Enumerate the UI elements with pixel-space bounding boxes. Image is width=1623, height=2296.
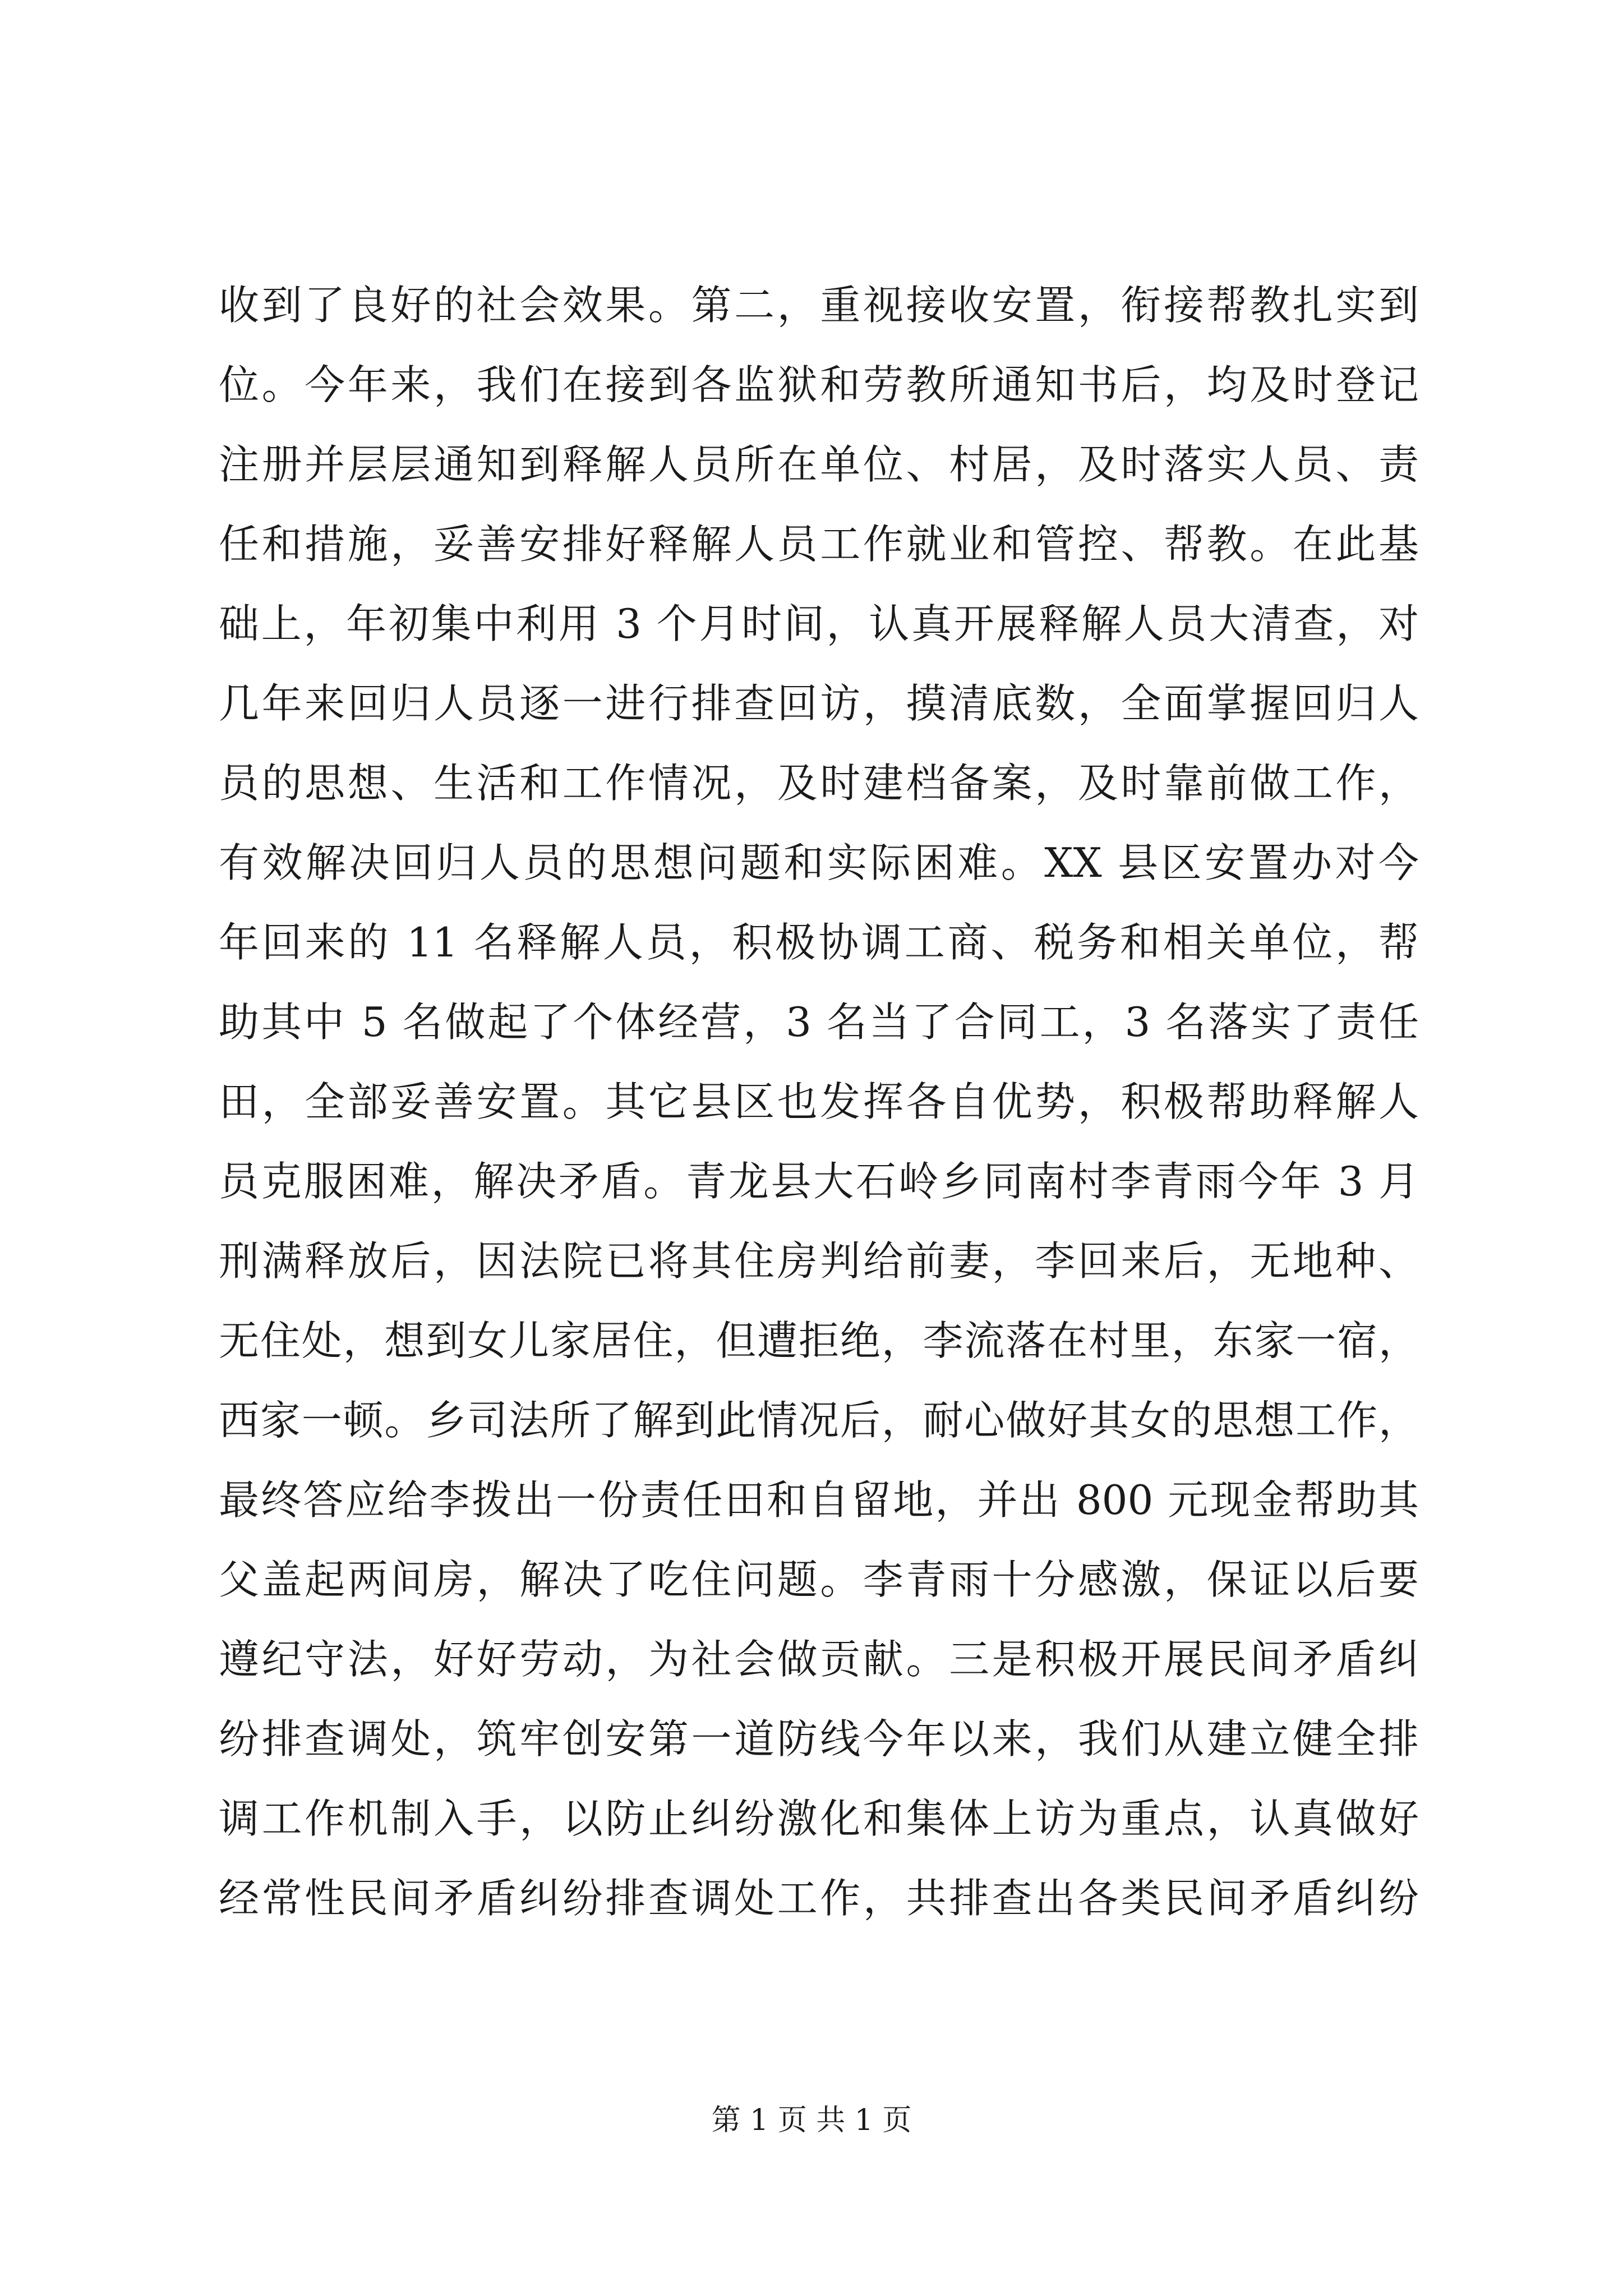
page-footer (0, 2098, 1623, 2143)
text-line: 收到了良好的社会效果。第二，重视接收安置，衔接帮教扎实到 (219, 282, 1419, 329)
text-line: 员克服困难，解决矛盾。青龙县大石岭乡同南村李青雨今年 3 月 (219, 1158, 1419, 1205)
text-line: 注册并层层通知到释解人员所在单位、村居，及时落实人员、责 (219, 441, 1419, 488)
text-line: 调工作机制入手，以防止纠纷激化和集体上访为重点，认真做好 (219, 1795, 1419, 1842)
text-line: 经常性民间矛盾纠纷排查调处工作，共排查出各类民间矛盾纠纷 (219, 1875, 1419, 1922)
text-line: 员的思想、生活和工作情况，及时建档备案，及时靠前做工作， (219, 760, 1419, 807)
text-line: 西家一顿。乡司法所了解到此情况后，耐心做好其女的思想工作， (219, 1397, 1419, 1444)
text-line: 助其中 5 名做起了个体经营，3 名当了合同工，3 名落实了责任 (219, 999, 1419, 1046)
text-line: 刑满释放后，因法院已将其住房判给前妻，李回来后，无地种、 (219, 1237, 1419, 1285)
body-text (219, 265, 1419, 1938)
text-line: 田，全部妥善安置。其它县区也发挥各自优势，积极帮助释解人 (219, 1078, 1419, 1125)
text-line: 位。今年来，我们在接到各监狱和劳教所通知书后，均及时登记 (219, 361, 1419, 408)
page-number-label: 第 1 页 共 1 页 (711, 2104, 912, 2137)
text-line: 纷排查调处，筑牢创安第一道防线今年以来，我们从建立健全排 (219, 1715, 1419, 1763)
text-line: 年回来的 11 名释解人员，积极协调工商、税务和相关单位，帮 (219, 919, 1419, 966)
text-line: 父盖起两间房，解决了吃住问题。李青雨十分感激，保证以后要 (219, 1556, 1419, 1603)
text-line: 有效解决回归人员的思想问题和实际困难。XX 县区安置办对今 (219, 839, 1419, 886)
text-line: 础上，年初集中利用 3 个月时间，认真开展释解人员大清查，对 (219, 600, 1419, 647)
text-line: 无住处，想到女儿家居住，但遭拒绝，李流落在村里，东家一宿， (219, 1317, 1419, 1364)
text-line: 几年来回归人员逐一进行排查回访，摸清底数，全面掌握回归人 (219, 680, 1419, 727)
text-line: 遵纪守法，好好劳动，为社会做贡献。三是积极开展民间矛盾纠 (219, 1636, 1419, 1683)
text-line: 任和措施，妥善安排好释解人员工作就业和管控、帮教。在此基 (219, 521, 1419, 568)
text-line: 最终答应给李拨出一份责任田和自留地，并出 800 元现金帮助其 (219, 1476, 1419, 1524)
